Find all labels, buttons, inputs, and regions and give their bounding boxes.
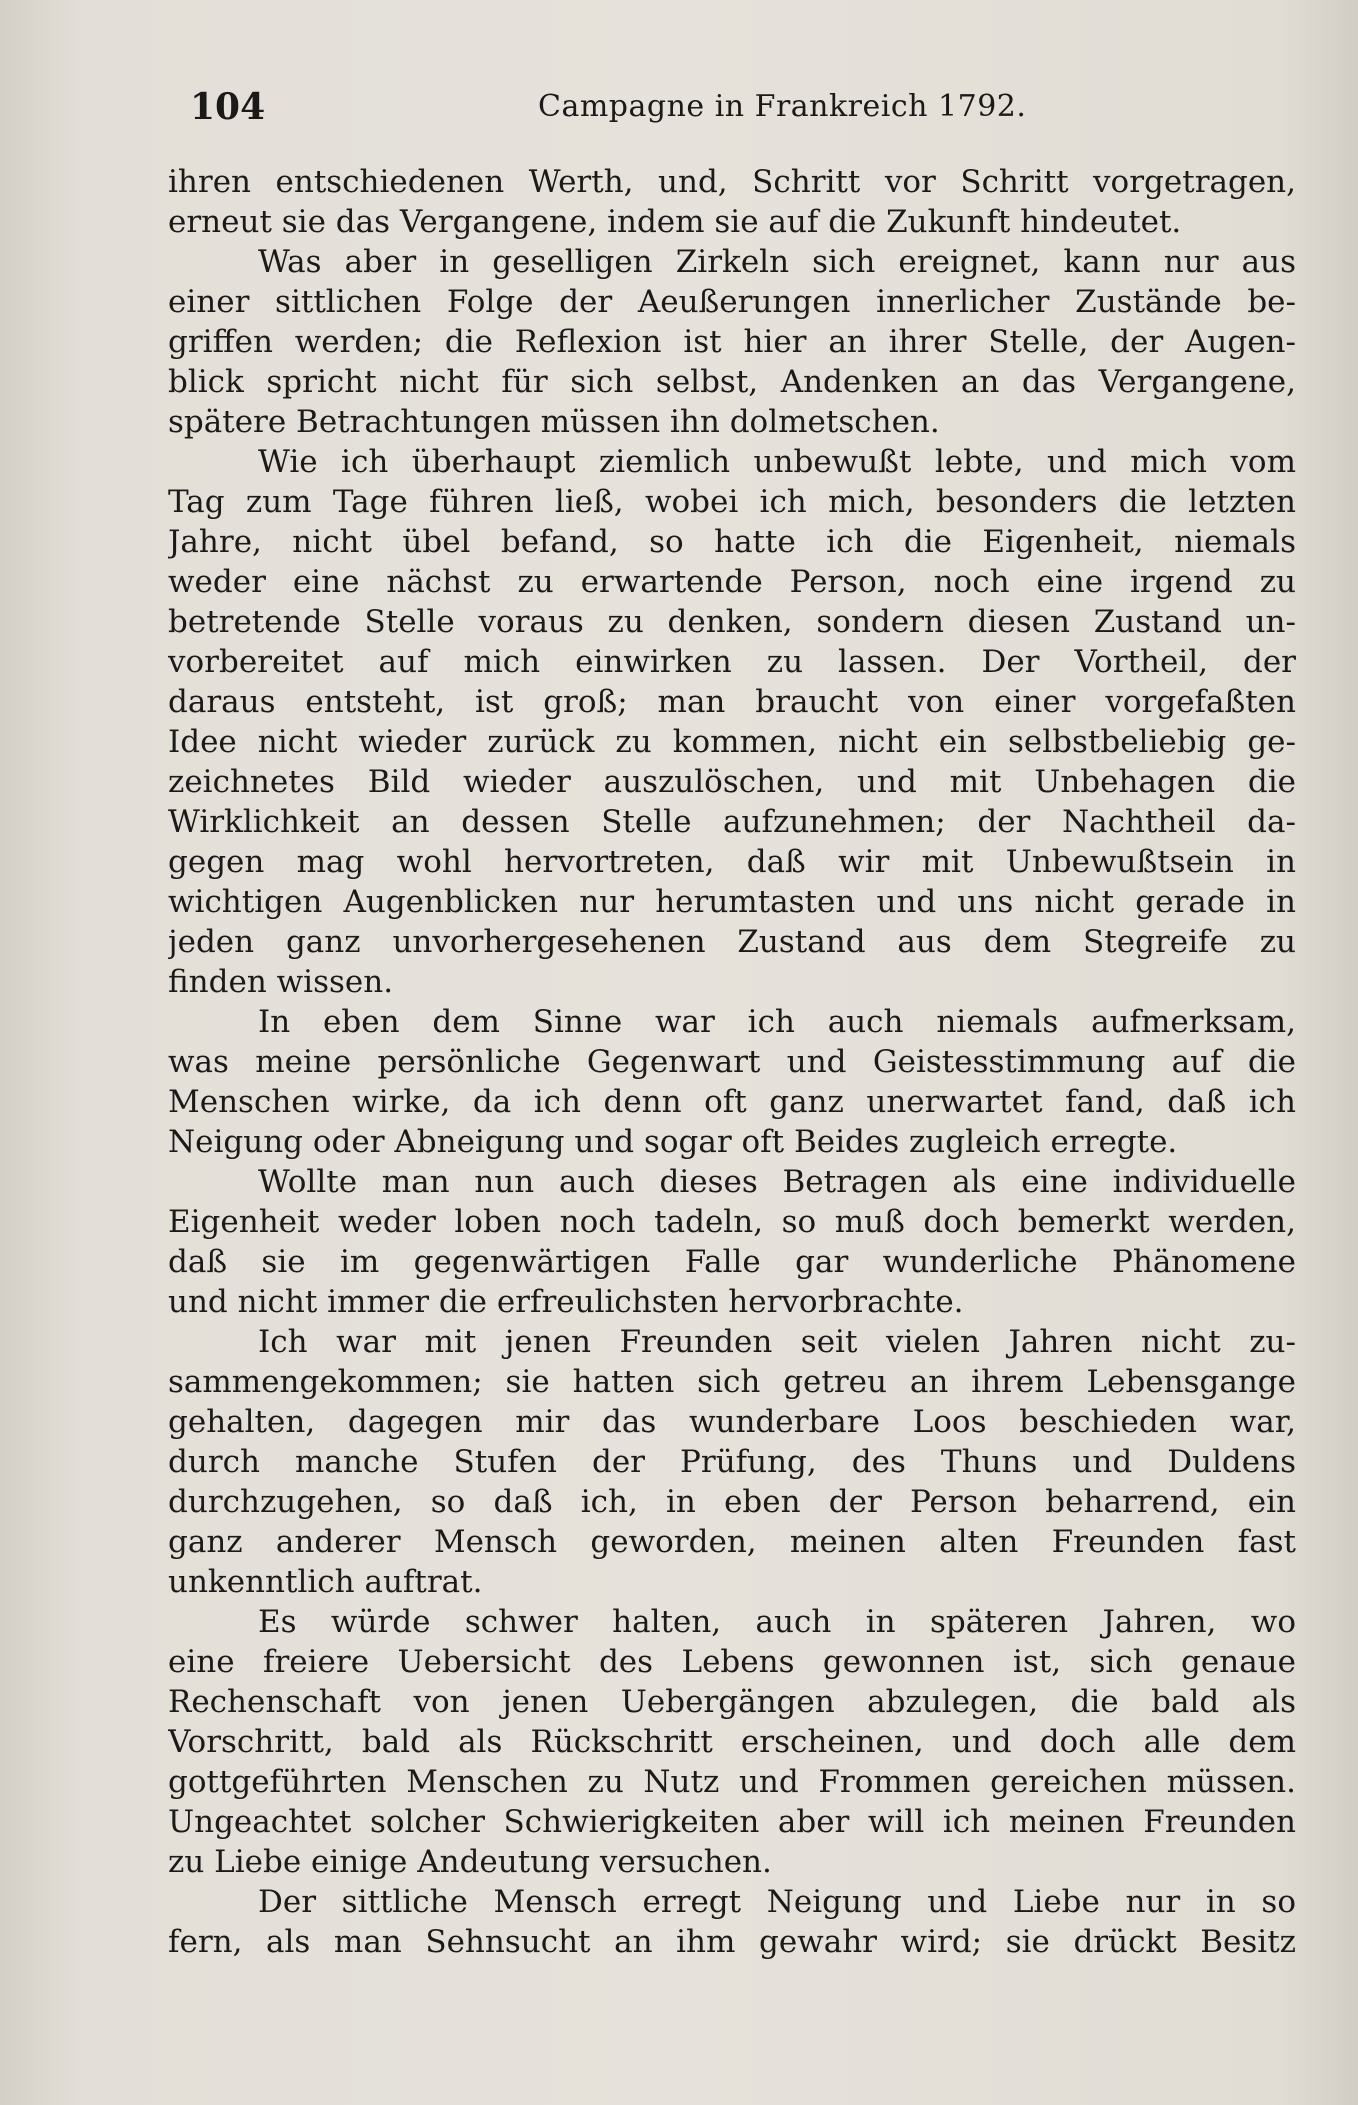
- text-line: fern, als man Sehnsucht an ihm gewahr wird; sie drückt Besitz: [168, 1924, 1296, 1960]
- text-line: Wirklichkeit an dessen Stelle aufzunehmen; der Nachtheil da-: [168, 804, 1296, 840]
- text-line: daraus entsteht, ist groß; man braucht von einer vorgefaßten: [168, 684, 1296, 720]
- text-line: jeden ganz unvorhergesehenen Zustand aus dem Stegreife zu: [168, 924, 1296, 960]
- text-line: Neigung oder Abneigung und sogar oft Beides zugleich erregte.: [168, 1124, 1178, 1160]
- text-line: Was aber in geselligen Zirkeln sich ereignet, kann nur aus: [258, 244, 1296, 280]
- text-line: Tag zum Tage führen ließ, wobei ich mich, besonders die letzten: [168, 484, 1296, 520]
- text-line: durchzugehen, so daß ich, in eben der Person beharrend, ein: [168, 1484, 1296, 1520]
- text-line: Wie ich überhaupt ziemlich unbewußt lebte, und mich vom: [258, 444, 1296, 480]
- text-line: Menschen wirke, da ich denn oft ganz unerwartet fand, daß ich: [168, 1084, 1296, 1120]
- running-title: Campagne in Frankreich 1792.: [538, 89, 1027, 124]
- text-line: blick spricht nicht für sich selbst, Andenken an das Vergangene,: [168, 364, 1296, 400]
- body-text: [168, 162, 1296, 1962]
- text-line: Eigenheit weder loben noch tadeln, so muß doch bemerkt werden,: [168, 1204, 1296, 1240]
- text-line: gegen mag wohl hervortreten, daß wir mit Unbewußtsein in: [168, 844, 1296, 880]
- text-line: zeichnetes Bild wieder auszulöschen, und mit Unbehagen die: [168, 764, 1296, 800]
- page-header: [190, 82, 1300, 132]
- text-line: gottgeführten Menschen zu Nutz und Frommen gereichen müssen.: [168, 1764, 1296, 1800]
- text-line: sammengekommen; sie hatten sich getreu an ihrem Lebensgange: [168, 1364, 1296, 1400]
- text-line: durch manche Stufen der Prüfung, des Thuns und Duldens: [168, 1444, 1296, 1480]
- text-line: griffen werden; die Reflexion ist hier an ihrer Stelle, der Augen-: [168, 324, 1296, 360]
- text-line: und nicht immer die erfreulichsten hervorbrachte.: [168, 1284, 964, 1320]
- text-line: weder eine nächst zu erwartende Person, noch eine irgend zu: [168, 564, 1296, 600]
- text-line: wichtigen Augenblicken nur herumtasten und uns nicht gerade in: [168, 884, 1296, 920]
- text-line: ganz anderer Mensch geworden, meinen alten Freunden fast: [168, 1524, 1296, 1560]
- text-line: einer sittlichen Folge der Aeußerungen innerlicher Zustände be-: [168, 284, 1296, 320]
- text-line: Der sittliche Mensch erregt Neigung und Liebe nur in so: [258, 1884, 1296, 1920]
- text-line: finden wissen.: [168, 964, 394, 1000]
- page-number: 104: [190, 86, 266, 128]
- text-line: Ich war mit jenen Freunden seit vielen Jahren nicht zu-: [258, 1324, 1296, 1360]
- text-line: betretende Stelle voraus zu denken, sondern diesen Zustand un-: [168, 604, 1296, 640]
- text-line: was meine persönliche Gegenwart und Geistesstimmung auf die: [168, 1044, 1296, 1080]
- text-line: spätere Betrachtungen müssen ihn dolmetschen.: [168, 404, 940, 440]
- text-line: Idee nicht wieder zurück zu kommen, nicht ein selbstbeliebig ge-: [168, 724, 1296, 760]
- text-line: eine freiere Uebersicht des Lebens gewonnen ist, sich genaue: [168, 1644, 1296, 1680]
- text-line: Jahre, nicht übel befand, so hatte ich die Eigenheit, niemals: [168, 524, 1296, 560]
- text-line: erneut sie das Vergangene, indem sie auf die Zukunft hindeutet.: [168, 204, 1182, 240]
- text-line: zu Liebe einige Andeutung versuchen.: [168, 1844, 772, 1880]
- text-line: Wollte man nun auch dieses Betragen als eine individuelle: [258, 1164, 1296, 1200]
- text-line: Rechenschaft von jenen Uebergängen abzulegen, die bald als: [168, 1684, 1296, 1720]
- text-line: In eben dem Sinne war ich auch niemals aufmerksam,: [258, 1004, 1296, 1040]
- text-line: daß sie im gegenwärtigen Falle gar wunderliche Phänomene: [168, 1244, 1296, 1280]
- text-line: Es würde schwer halten, auch in späteren Jahren, wo: [258, 1604, 1296, 1640]
- text-line: Vorschritt, bald als Rückschritt erscheinen, und doch alle dem: [168, 1724, 1296, 1760]
- text-line: unkenntlich auftrat.: [168, 1564, 483, 1600]
- text-line: Ungeachtet solcher Schwierigkeiten aber will ich meinen Freunden: [168, 1804, 1296, 1840]
- text-line: vorbereitet auf mich einwirken zu lassen. Der Vortheil, der: [168, 644, 1296, 680]
- text-line: ihren entschiedenen Werth, und, Schritt vor Schritt vorgetragen,: [168, 164, 1296, 200]
- text-line: gehalten, dagegen mir das wunderbare Loos beschieden war,: [168, 1404, 1296, 1440]
